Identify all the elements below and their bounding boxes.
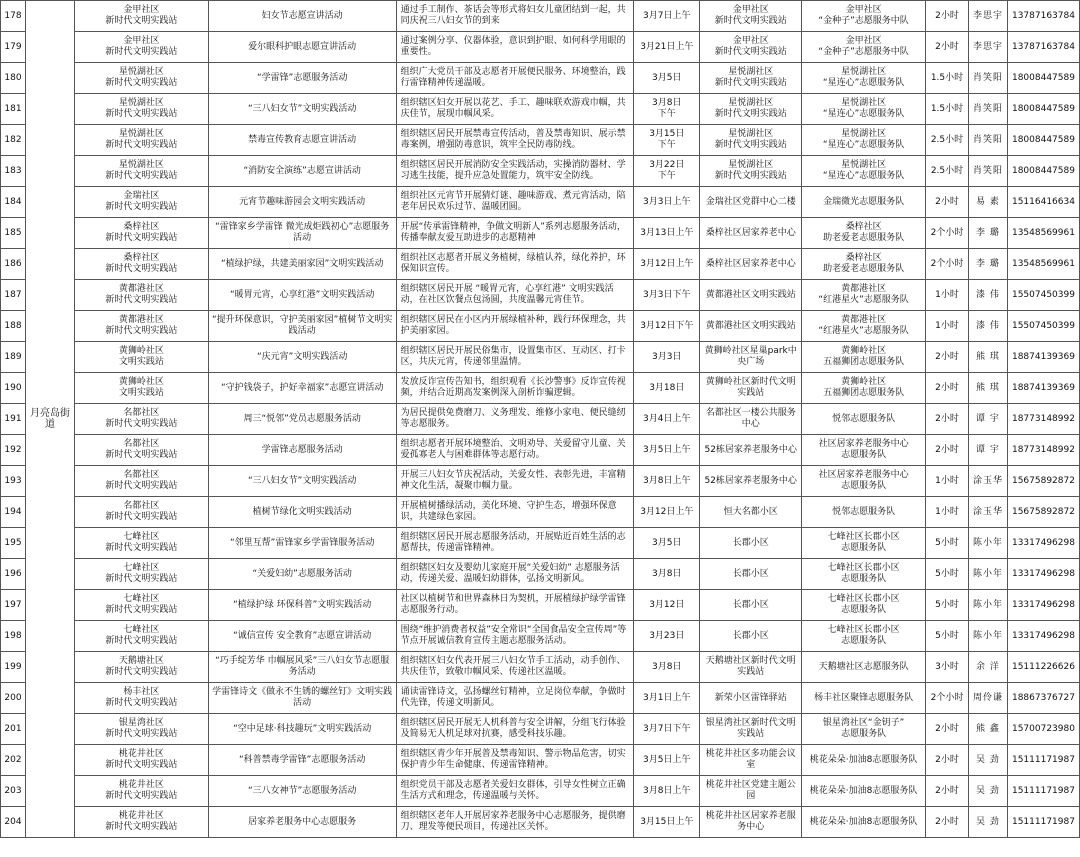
table-row [1, 652, 1080, 683]
activity-time-cell: 3月18日 [634, 373, 700, 404]
duration-cell: 2小时 [926, 1, 969, 32]
duration-cell: 2小时 [926, 187, 969, 218]
activity-place-cell: 金瑞社区党群中心二楼 [700, 187, 802, 218]
phone-cell: 15111226626 [1007, 652, 1079, 683]
contact-person-cell: 李思宇 [968, 1, 1007, 32]
activity-place-cell: 长郡小区 [700, 528, 802, 559]
practice-station-cell: 七峰社区 新时代文明实践站 [74, 559, 208, 590]
phone-cell: 15700723980 [1007, 714, 1079, 745]
table-row [1, 32, 1080, 63]
activity-name-cell: “科普禁毒学雷锋”志愿服务活动 [208, 745, 396, 776]
contact-person-cell: 陈小年 [968, 528, 1007, 559]
service-team-cell: 桃花朵朵·加油8志愿服务队 [802, 745, 926, 776]
phone-cell: 18008447589 [1007, 63, 1079, 94]
activity-time-cell: 3月1日上午 [634, 683, 700, 714]
activity-content-cell: 组织辖区妇女及婴幼儿家庭开展“关爱妇幼” 志愿服务活动，传递关爱、温暖妇幼群体，弘扬文明新风。 [396, 559, 634, 590]
duration-cell: 2小时 [926, 745, 969, 776]
practice-station-cell: 星悦湖社区 新时代文明实践站 [74, 63, 208, 94]
row-number-cell: 182 [1, 125, 26, 156]
activity-place-cell: 桃花井社区居家养老服务中心 [700, 807, 802, 838]
activity-name-cell: “学雷锋”志愿服务活动 [208, 63, 396, 94]
phone-cell: 13317496298 [1007, 621, 1079, 652]
phone-cell: 13548569961 [1007, 218, 1079, 249]
row-number-cell: 199 [1, 652, 26, 683]
activity-place-cell: 星悦湖社区 新时代文明实践站 [700, 156, 802, 187]
activity-time-cell: 3月8日上午 [634, 466, 700, 497]
phone-cell: 13317496298 [1007, 590, 1079, 621]
practice-station-cell: 星悦湖社区 新时代文明实践站 [74, 125, 208, 156]
duration-cell: 2小时 [926, 714, 969, 745]
activity-content-cell: 发放反诈宣传告知书，组织观看《长沙警事》反诈宣传视频，并结合近期高发案例深入剖析诈骗逻辑。 [396, 373, 634, 404]
contact-person-cell: 熊 琪 [968, 342, 1007, 373]
practice-station-cell: 七峰社区 新时代文明实践站 [74, 590, 208, 621]
contact-person-cell: 陈小年 [968, 559, 1007, 590]
phone-cell: 18008447589 [1007, 94, 1079, 125]
phone-cell: 13317496298 [1007, 559, 1079, 590]
practice-station-cell: 桃花井社区 新时代文明实践站 [74, 745, 208, 776]
activity-place-cell: 桃花井社区党建主题公园 [700, 776, 802, 807]
activity-name-cell: “雷锋家乡学雷锋 微光成炬践初心”志愿服务活动 [208, 218, 396, 249]
phone-cell: 13317496298 [1007, 528, 1079, 559]
contact-person-cell: 肖笑阳 [968, 63, 1007, 94]
service-team-cell: 七峰社区长郡小区 志愿服务队 [802, 621, 926, 652]
service-team-cell: 星悦湖社区 “星连心”志愿服务队 [802, 94, 926, 125]
activity-content-cell: 开展“传承雷锋精神，争做文明新人”系列志愿服务活动，传播奉献友爱互助进步的志愿精神 [396, 218, 634, 249]
contact-person-cell: 陈小年 [968, 621, 1007, 652]
service-team-cell: 黄都港社区 “红港星火”志愿服务队 [802, 311, 926, 342]
activity-content-cell: 开展植树播绿活动，美化环境、守护生态，增强环保意识，共建绿色家园。 [396, 497, 634, 528]
row-number-cell: 190 [1, 373, 26, 404]
activity-name-cell: 植树节绿化文明实践活动 [208, 497, 396, 528]
row-number-cell: 201 [1, 714, 26, 745]
phone-cell: 13548569961 [1007, 249, 1079, 280]
contact-person-cell: 熊 琪 [968, 373, 1007, 404]
activity-place-cell: 黄都港社区文明实践站 [700, 311, 802, 342]
duration-cell: 2小时 [926, 342, 969, 373]
activity-name-cell: 学雷锋志愿服务活动 [208, 435, 396, 466]
practice-station-cell: 星悦湖社区 新时代文明实践站 [74, 156, 208, 187]
activity-name-cell: “植绿护绿 环保科普”文明实践活动 [208, 590, 396, 621]
activity-time-cell: 3月3日下午 [634, 280, 700, 311]
phone-cell: 18008447589 [1007, 156, 1079, 187]
row-number-cell: 185 [1, 218, 26, 249]
activity-time-cell: 3月5日上午 [634, 435, 700, 466]
practice-station-cell: 黄都港社区 新时代文明实践站 [74, 280, 208, 311]
phone-cell: 15111171987 [1007, 745, 1079, 776]
activity-time-cell: 3月3日上午 [634, 187, 700, 218]
activity-place-cell: 黄狮岭社区新时代文明实践站 [700, 373, 802, 404]
table-row [1, 156, 1080, 187]
phone-cell: 18874139369 [1007, 373, 1079, 404]
service-team-cell: 七峰社区长郡小区 志愿服务队 [802, 590, 926, 621]
activity-content-cell: 组织辖区妇女代表开展三八妇女节手工活动，动手创作、共庆佳节，致敬巾帼风采、传递社区温暖。 [396, 652, 634, 683]
duration-cell: 2个小时 [926, 683, 969, 714]
activity-name-cell: “守护钱袋子，护好幸福家”志愿宣讲活动 [208, 373, 396, 404]
practice-station-cell: 桃花井社区 新时代文明实践站 [74, 807, 208, 838]
service-team-cell: 黄狮岭社区 五福狮团志愿服务队 [802, 373, 926, 404]
activity-time-cell: 3月5日 [634, 528, 700, 559]
activity-time-cell: 3月8日 [634, 559, 700, 590]
activity-content-cell: 为居民提供免费磨刀、义务理发、维修小家电、便民缝纫等志愿服务。 [396, 404, 634, 435]
activity-name-cell: “关爱妇幼”志愿服务活动 [208, 559, 396, 590]
practice-station-cell: 桑梓社区 新时代文明实践站 [74, 218, 208, 249]
activity-time-cell: 3月8日上午 [634, 776, 700, 807]
activity-time-cell: 3月12日下午 [634, 311, 700, 342]
activity-name-cell: “提升环保意识，守护美丽家园”植树节文明实践活动 [208, 311, 396, 342]
service-team-cell: 金甲社区 “金种子”志愿服务中队 [802, 32, 926, 63]
service-team-cell: 黄狮岭社区 五福狮团志愿服务队 [802, 342, 926, 373]
duration-cell: 5小时 [926, 621, 969, 652]
service-team-cell: 黄都港社区 “红港星火”志愿服务队 [802, 280, 926, 311]
activity-time-cell: 3月21日上午 [634, 32, 700, 63]
table-row [1, 342, 1080, 373]
activity-place-cell: 桑梓社区居家养老中心 [700, 249, 802, 280]
activity-name-cell: “消防安全演练”志愿宣讲活动 [208, 156, 396, 187]
activity-place-cell: 名都社区一楼公共服务中心 [700, 404, 802, 435]
activity-name-cell: “庆元宵”文明实践活动 [208, 342, 396, 373]
service-team-cell: 天鹅塘社区志愿服务队 [802, 652, 926, 683]
activity-place-cell: 桃花井社区多功能会议室 [700, 745, 802, 776]
activity-content-cell: 开展三八妇女节庆祝活动，关爱女性、表彰先进，丰富精神文化生活，凝聚巾帼力量。 [396, 466, 634, 497]
contact-person-cell: 余 洋 [968, 652, 1007, 683]
duration-cell: 1小时 [926, 497, 969, 528]
service-team-cell: 七峰社区长郡小区 志愿服务队 [802, 528, 926, 559]
row-number-cell: 179 [1, 32, 26, 63]
activity-time-cell: 3月7日下午 [634, 714, 700, 745]
duration-cell: 2小时 [926, 32, 969, 63]
phone-cell: 13787163784 [1007, 1, 1079, 32]
contact-person-cell: 肖笑阳 [968, 125, 1007, 156]
contact-person-cell: 漆 伟 [968, 311, 1007, 342]
duration-cell: 5小时 [926, 559, 969, 590]
activity-name-cell: “空中足球·科技趣玩”文明实践活动 [208, 714, 396, 745]
practice-station-cell: 名都社区 新时代文明实践站 [74, 404, 208, 435]
activity-time-cell: 3月4日上午 [634, 404, 700, 435]
practice-station-cell: 黄狮岭社区 文明实践站 [74, 342, 208, 373]
activity-name-cell: “暖胃元宵，心享红港”文明实践活动 [208, 280, 396, 311]
service-team-cell: 金甲社区 “金种子”志愿服务中队 [802, 1, 926, 32]
activity-name-cell: 元宵节趣味游园会文明实践活动 [208, 187, 396, 218]
activity-name-cell: “三八妇女节”文明实践活动 [208, 94, 396, 125]
table-row [1, 404, 1080, 435]
service-team-cell: 桑梓社区 助老爱老志愿服务队 [802, 249, 926, 280]
row-number-cell: 196 [1, 559, 26, 590]
row-number-cell: 180 [1, 63, 26, 94]
activity-content-cell: 组织党员干部及志愿者关爱妇女群体，引导女性树立正确生活方式和理念，传递温暖与关怀。 [396, 776, 634, 807]
row-number-cell: 204 [1, 807, 26, 838]
phone-cell: 15116416634 [1007, 187, 1079, 218]
practice-station-cell: 桑梓社区 新时代文明实践站 [74, 249, 208, 280]
table-row [1, 1, 1080, 32]
practice-station-cell: 金瑞社区 新时代文明实践站 [74, 187, 208, 218]
row-number-cell: 202 [1, 745, 26, 776]
activity-name-cell: “诚信宣传 安全教育”志愿宣讲活动 [208, 621, 396, 652]
activity-name-cell: “植绿护绿，共建美丽家园”文明实践活动 [208, 249, 396, 280]
phone-cell: 15507450399 [1007, 280, 1079, 311]
duration-cell: 1小时 [926, 311, 969, 342]
duration-cell: 2小时 [926, 776, 969, 807]
activity-time-cell: 3月15日 下午 [634, 125, 700, 156]
activity-content-cell: 组织辖区老年人开展居家养老服务中心志愿服务，提供磨刀、理发等便民项目，传递社区关怀。 [396, 807, 634, 838]
contact-person-cell: 周伶谦 [968, 683, 1007, 714]
row-number-cell: 183 [1, 156, 26, 187]
duration-cell: 1.5小时 [926, 63, 969, 94]
contact-person-cell: 漆 伟 [968, 280, 1007, 311]
contact-person-cell: 李 璐 [968, 249, 1007, 280]
activity-name-cell: 妇女节志愿宣讲活动 [208, 1, 396, 32]
activity-content-cell: 围绕“维护消费者权益”安全常识“全国食品安全宣传周”等节点开展诚信教育宣传主题志愿服务活动。 [396, 621, 634, 652]
duration-cell: 1.5小时 [926, 94, 969, 125]
duration-cell: 3小时 [926, 652, 969, 683]
activity-time-cell: 3月23日 [634, 621, 700, 652]
activity-place-cell: 银星湾社区新时代文明实践站 [700, 714, 802, 745]
service-team-cell: 悦邻志愿服务队 [802, 497, 926, 528]
activity-time-cell: 3月8日 [634, 652, 700, 683]
practice-station-cell: 星悦湖社区 新时代文明实践站 [74, 94, 208, 125]
phone-cell: 18874139369 [1007, 342, 1079, 373]
duration-cell: 2小时 [926, 435, 969, 466]
table-row [1, 187, 1080, 218]
contact-person-cell: 谭 宇 [968, 435, 1007, 466]
service-team-cell: 银星湾社区“金钥子” 志愿服务队 [802, 714, 926, 745]
practice-station-cell: 七峰社区 新时代文明实践站 [74, 528, 208, 559]
table-row [1, 807, 1080, 838]
table-row [1, 466, 1080, 497]
practice-station-cell: 名都社区 新时代文明实践站 [74, 497, 208, 528]
duration-cell: 2个小时 [926, 249, 969, 280]
activity-name-cell: 爱尔眼科护眼志愿宣讲活动 [208, 32, 396, 63]
activity-time-cell: 3月12日上午 [634, 249, 700, 280]
table-row [1, 249, 1080, 280]
activity-content-cell: 社区以植树节和世界森林日为契机，开展植绿护绿学雷锋志愿服务行动。 [396, 590, 634, 621]
row-number-cell: 191 [1, 404, 26, 435]
activity-place-cell: 新荣小区雷锋驿站 [700, 683, 802, 714]
activity-time-cell: 3月13日上午 [634, 218, 700, 249]
service-team-cell: 桑梓社区 助老爱老志愿服务队 [802, 218, 926, 249]
activity-place-cell: 黄狮岭社区星巢park中央广场 [700, 342, 802, 373]
contact-person-cell: 易 素 [968, 187, 1007, 218]
activity-place-cell: 星悦湖社区 新时代文明实践站 [700, 63, 802, 94]
activity-place-cell: 长郡小区 [700, 590, 802, 621]
activity-place-cell: 恒大名都小区 [700, 497, 802, 528]
activity-time-cell: 3月8日 下午 [634, 94, 700, 125]
row-number-cell: 194 [1, 497, 26, 528]
activity-content-cell: 组织社区志愿者开展义务植树，绿植认养，绿化养护，环保知识宣传。 [396, 249, 634, 280]
phone-cell: 15507450399 [1007, 311, 1079, 342]
activity-content-cell: 组织辖区居民开展消防安全实践活动，实操消防器材、学习逃生技能，提升应急处置能力，筑牢安全防线。 [396, 156, 634, 187]
contact-person-cell: 涂玉华 [968, 466, 1007, 497]
row-number-cell: 197 [1, 590, 26, 621]
phone-cell: 13787163784 [1007, 32, 1079, 63]
activity-content-cell: 组织辖区居民开展 “暖胃元宵，心享红港” 文明实践活动，在社区饮餐点包汤圆，共度温馨元宵佳节。 [396, 280, 634, 311]
activity-content-cell: 组织辖区居民开展志愿服务活动，开展贴近百姓生活的志愿帮扶，传递雷锋精神。 [396, 528, 634, 559]
row-number-cell: 203 [1, 776, 26, 807]
activity-name-cell: “三八妇女节”文明实践活动 [208, 466, 396, 497]
duration-cell: 1小时 [926, 466, 969, 497]
table-row [1, 590, 1080, 621]
activity-time-cell: 3月3日 [634, 342, 700, 373]
phone-cell: 18773148992 [1007, 404, 1079, 435]
duration-cell: 1小时 [926, 280, 969, 311]
contact-person-cell: 肖笑阳 [968, 94, 1007, 125]
practice-station-cell: 金甲社区 新时代文明实践站 [74, 32, 208, 63]
duration-cell: 5小时 [926, 590, 969, 621]
phone-cell: 18008447589 [1007, 125, 1079, 156]
contact-person-cell: 肖笑阳 [968, 156, 1007, 187]
service-team-cell: 桃花朵朵·加油8志愿服务队 [802, 776, 926, 807]
table-row [1, 745, 1080, 776]
service-team-cell: 悦邻志愿服务队 [802, 404, 926, 435]
service-team-cell: 星悦湖社区 “星连心”志愿服务队 [802, 125, 926, 156]
service-team-cell: 桃花朵朵·加油8志愿服务队 [802, 807, 926, 838]
table-row [1, 218, 1080, 249]
contact-person-cell: 涂玉华 [968, 497, 1007, 528]
activity-place-cell: 长郡小区 [700, 621, 802, 652]
activity-content-cell: 组织辖区妇女开展以花艺、手工、趣味联欢游戏巾帼，共庆佳节，展现巾帼风采。 [396, 94, 634, 125]
duration-cell: 2.5小时 [926, 125, 969, 156]
contact-person-cell: 熊 鑫 [968, 714, 1007, 745]
practice-station-cell: 黄狮岭社区 文明实践站 [74, 373, 208, 404]
activity-time-cell: 3月7日上午 [634, 1, 700, 32]
row-number-cell: 200 [1, 683, 26, 714]
duration-cell: 2小时 [926, 373, 969, 404]
activity-content-cell: 组织辖区青少年开展普及禁毒知识、警示物品危害，切实保护青少年生命健康、传递雷锋精神。 [396, 745, 634, 776]
practice-station-cell: 桃花井社区 新时代文明实践站 [74, 776, 208, 807]
table-row [1, 559, 1080, 590]
duration-cell: 2小时 [926, 404, 969, 435]
table-row [1, 621, 1080, 652]
phone-cell: 15111171987 [1007, 807, 1079, 838]
service-team-cell: 金瑞微光志愿服务队 [802, 187, 926, 218]
activity-name-cell: “三八女神节”志愿服务活动 [208, 776, 396, 807]
row-number-cell: 188 [1, 311, 26, 342]
practice-station-cell: 名都社区 新时代文明实践站 [74, 466, 208, 497]
activity-place-cell: 金甲社区 新时代文明实践站 [700, 1, 802, 32]
service-team-cell: 社区居家养老服务中心 志愿服务队 [802, 466, 926, 497]
activity-name-cell: 周三“悦邻”党员志愿服务活动 [208, 404, 396, 435]
table-row [1, 683, 1080, 714]
activity-time-cell: 3月22日 下午 [634, 156, 700, 187]
activity-content-cell: 组织社区元宵节开展猜灯谜、趣味游戏、煮元宵活动，陪老年居民欢乐过节、温暖团圆。 [396, 187, 634, 218]
activity-time-cell: 3月5日上午 [634, 745, 700, 776]
activity-content-cell: 组织辖区居民开展禁毒宣传活动，普及禁毒知识、展示禁毒案例，增强防毒意识，筑牢全民防毒防线。 [396, 125, 634, 156]
row-number-cell: 186 [1, 249, 26, 280]
practice-station-cell: 黄都港社区 新时代文明实践站 [74, 311, 208, 342]
table-row [1, 94, 1080, 125]
table-row [1, 435, 1080, 466]
table-row [1, 311, 1080, 342]
table-row [1, 776, 1080, 807]
activity-place-cell: 金甲社区 新时代文明实践站 [700, 32, 802, 63]
practice-station-cell: 天鹅塘社区 新时代文明实践站 [74, 652, 208, 683]
table-row [1, 528, 1080, 559]
activity-time-cell: 3月5日 [634, 63, 700, 94]
contact-person-cell: 吴 劲 [968, 745, 1007, 776]
practice-station-cell: 银星湾社区 新时代文明实践站 [74, 714, 208, 745]
phone-cell: 18867376727 [1007, 683, 1079, 714]
activity-content-cell: 组织辖区居民开展无人机科普与安全讲解，分组飞行体验及简易无人机足球对抗赛，感受科技乐趣。 [396, 714, 634, 745]
activity-place-cell: 星悦湖社区 新时代文明实践站 [700, 94, 802, 125]
row-number-cell: 184 [1, 187, 26, 218]
duration-cell: 2.5小时 [926, 156, 969, 187]
practice-station-cell: 名都社区 新时代文明实践站 [74, 435, 208, 466]
activity-place-cell: 桑梓社区居家养老中心 [700, 218, 802, 249]
activity-content-cell: 组织志愿者开展环境整治、文明劝导、关爱留守儿童、关爱孤寡老人与困难群体等志愿行动。 [396, 435, 634, 466]
contact-person-cell: 陈小年 [968, 590, 1007, 621]
contact-person-cell: 李 璐 [968, 218, 1007, 249]
row-number-cell: 187 [1, 280, 26, 311]
activity-place-cell: 星悦湖社区 新时代文明实践站 [700, 125, 802, 156]
service-team-cell: 社区居家养老服务中心 志愿服务队 [802, 435, 926, 466]
activity-name-cell: “巧手绽芳华 巾帼展风采”三八妇女节志愿服务活动 [208, 652, 396, 683]
phone-cell: 15675892872 [1007, 497, 1079, 528]
duration-cell: 2个小时 [926, 218, 969, 249]
row-number-cell: 192 [1, 435, 26, 466]
street-name-cell: 月亮岛街道 [25, 1, 74, 838]
table-row [1, 280, 1080, 311]
table-row [1, 714, 1080, 745]
activity-content-cell: 诵读雷锋诗文，弘扬螺丝钉精神，立足岗位奉献，争做时代先锋，传递文明新风。 [396, 683, 634, 714]
duration-cell: 2小时 [926, 807, 969, 838]
activity-time-cell: 3月12日上午 [634, 497, 700, 528]
contact-person-cell: 谭 宇 [968, 404, 1007, 435]
activity-place-cell: 52栋居家养老服务中心 [700, 435, 802, 466]
service-team-cell: 星悦湖社区 “星连心”志愿服务队 [802, 63, 926, 94]
table-row [1, 497, 1080, 528]
activity-place-cell: 52栋居家养老服务中心 [700, 466, 802, 497]
contact-person-cell: 吴 劲 [968, 776, 1007, 807]
activity-content-cell: 组织辖区居民开展民俗集市，设置集市区、互动区、打卡区，共庆元宵，传递邻里温情。 [396, 342, 634, 373]
activity-name-cell: 居家养老服务中心志愿服务 [208, 807, 396, 838]
activity-content-cell: 通过手工制作、茶话会等形式将妇女儿童团结到一起，共同庆祝三八妇女节的到来 [396, 1, 634, 32]
activity-content-cell: 组织广大党员干部及志愿者开展便民服务、环境整治，践行雷锋精神传递温暖。 [396, 63, 634, 94]
row-number-cell: 195 [1, 528, 26, 559]
activity-time-cell: 3月12日 [634, 590, 700, 621]
activity-content-cell: 通过案例分享、仪器体验，意识到护眼、如何科学用眼的重要性。 [396, 32, 634, 63]
activity-content-cell: 组织辖区居民在小区内开展绿植补种，践行环保理念，共护美丽家园。 [396, 311, 634, 342]
contact-person-cell: 李思宇 [968, 32, 1007, 63]
phone-cell: 15675892872 [1007, 466, 1079, 497]
row-number-cell: 198 [1, 621, 26, 652]
service-team-cell: 星悦湖社区 “星连心”志愿服务队 [802, 156, 926, 187]
activity-place-cell: 长郡小区 [700, 559, 802, 590]
practice-station-cell: 七峰社区 新时代文明实践站 [74, 621, 208, 652]
row-number-cell: 178 [1, 1, 26, 32]
table-row [1, 125, 1080, 156]
practice-station-cell: 金甲社区 新时代文明实践站 [74, 1, 208, 32]
service-team-cell: 杨丰社区聚锋志愿服务队 [802, 683, 926, 714]
activity-place-cell: 天鹅塘社区新时代文明实践站 [700, 652, 802, 683]
activity-time-cell: 3月15日上午 [634, 807, 700, 838]
phone-cell: 18773148992 [1007, 435, 1079, 466]
duration-cell: 5小时 [926, 528, 969, 559]
row-number-cell: 189 [1, 342, 26, 373]
phone-cell: 15111171987 [1007, 776, 1079, 807]
activity-name-cell: 学雷锋诗文《做永不生锈的螺丝钉》文明实践活动 [208, 683, 396, 714]
activity-name-cell: “邻里互帮”雷锋家乡学雷锋服务活动 [208, 528, 396, 559]
row-number-cell: 181 [1, 94, 26, 125]
row-number-cell: 193 [1, 466, 26, 497]
contact-person-cell: 吴 劲 [968, 807, 1007, 838]
service-team-cell: 七峰社区长郡小区 志愿服务队 [802, 559, 926, 590]
activity-name-cell: 禁毒宣传教育志愿宣讲活动 [208, 125, 396, 156]
activity-place-cell: 黄都港社区文明实践站 [700, 280, 802, 311]
table-row [1, 63, 1080, 94]
practice-station-cell: 杨丰社区 新时代文明实践站 [74, 683, 208, 714]
table-row [1, 373, 1080, 404]
